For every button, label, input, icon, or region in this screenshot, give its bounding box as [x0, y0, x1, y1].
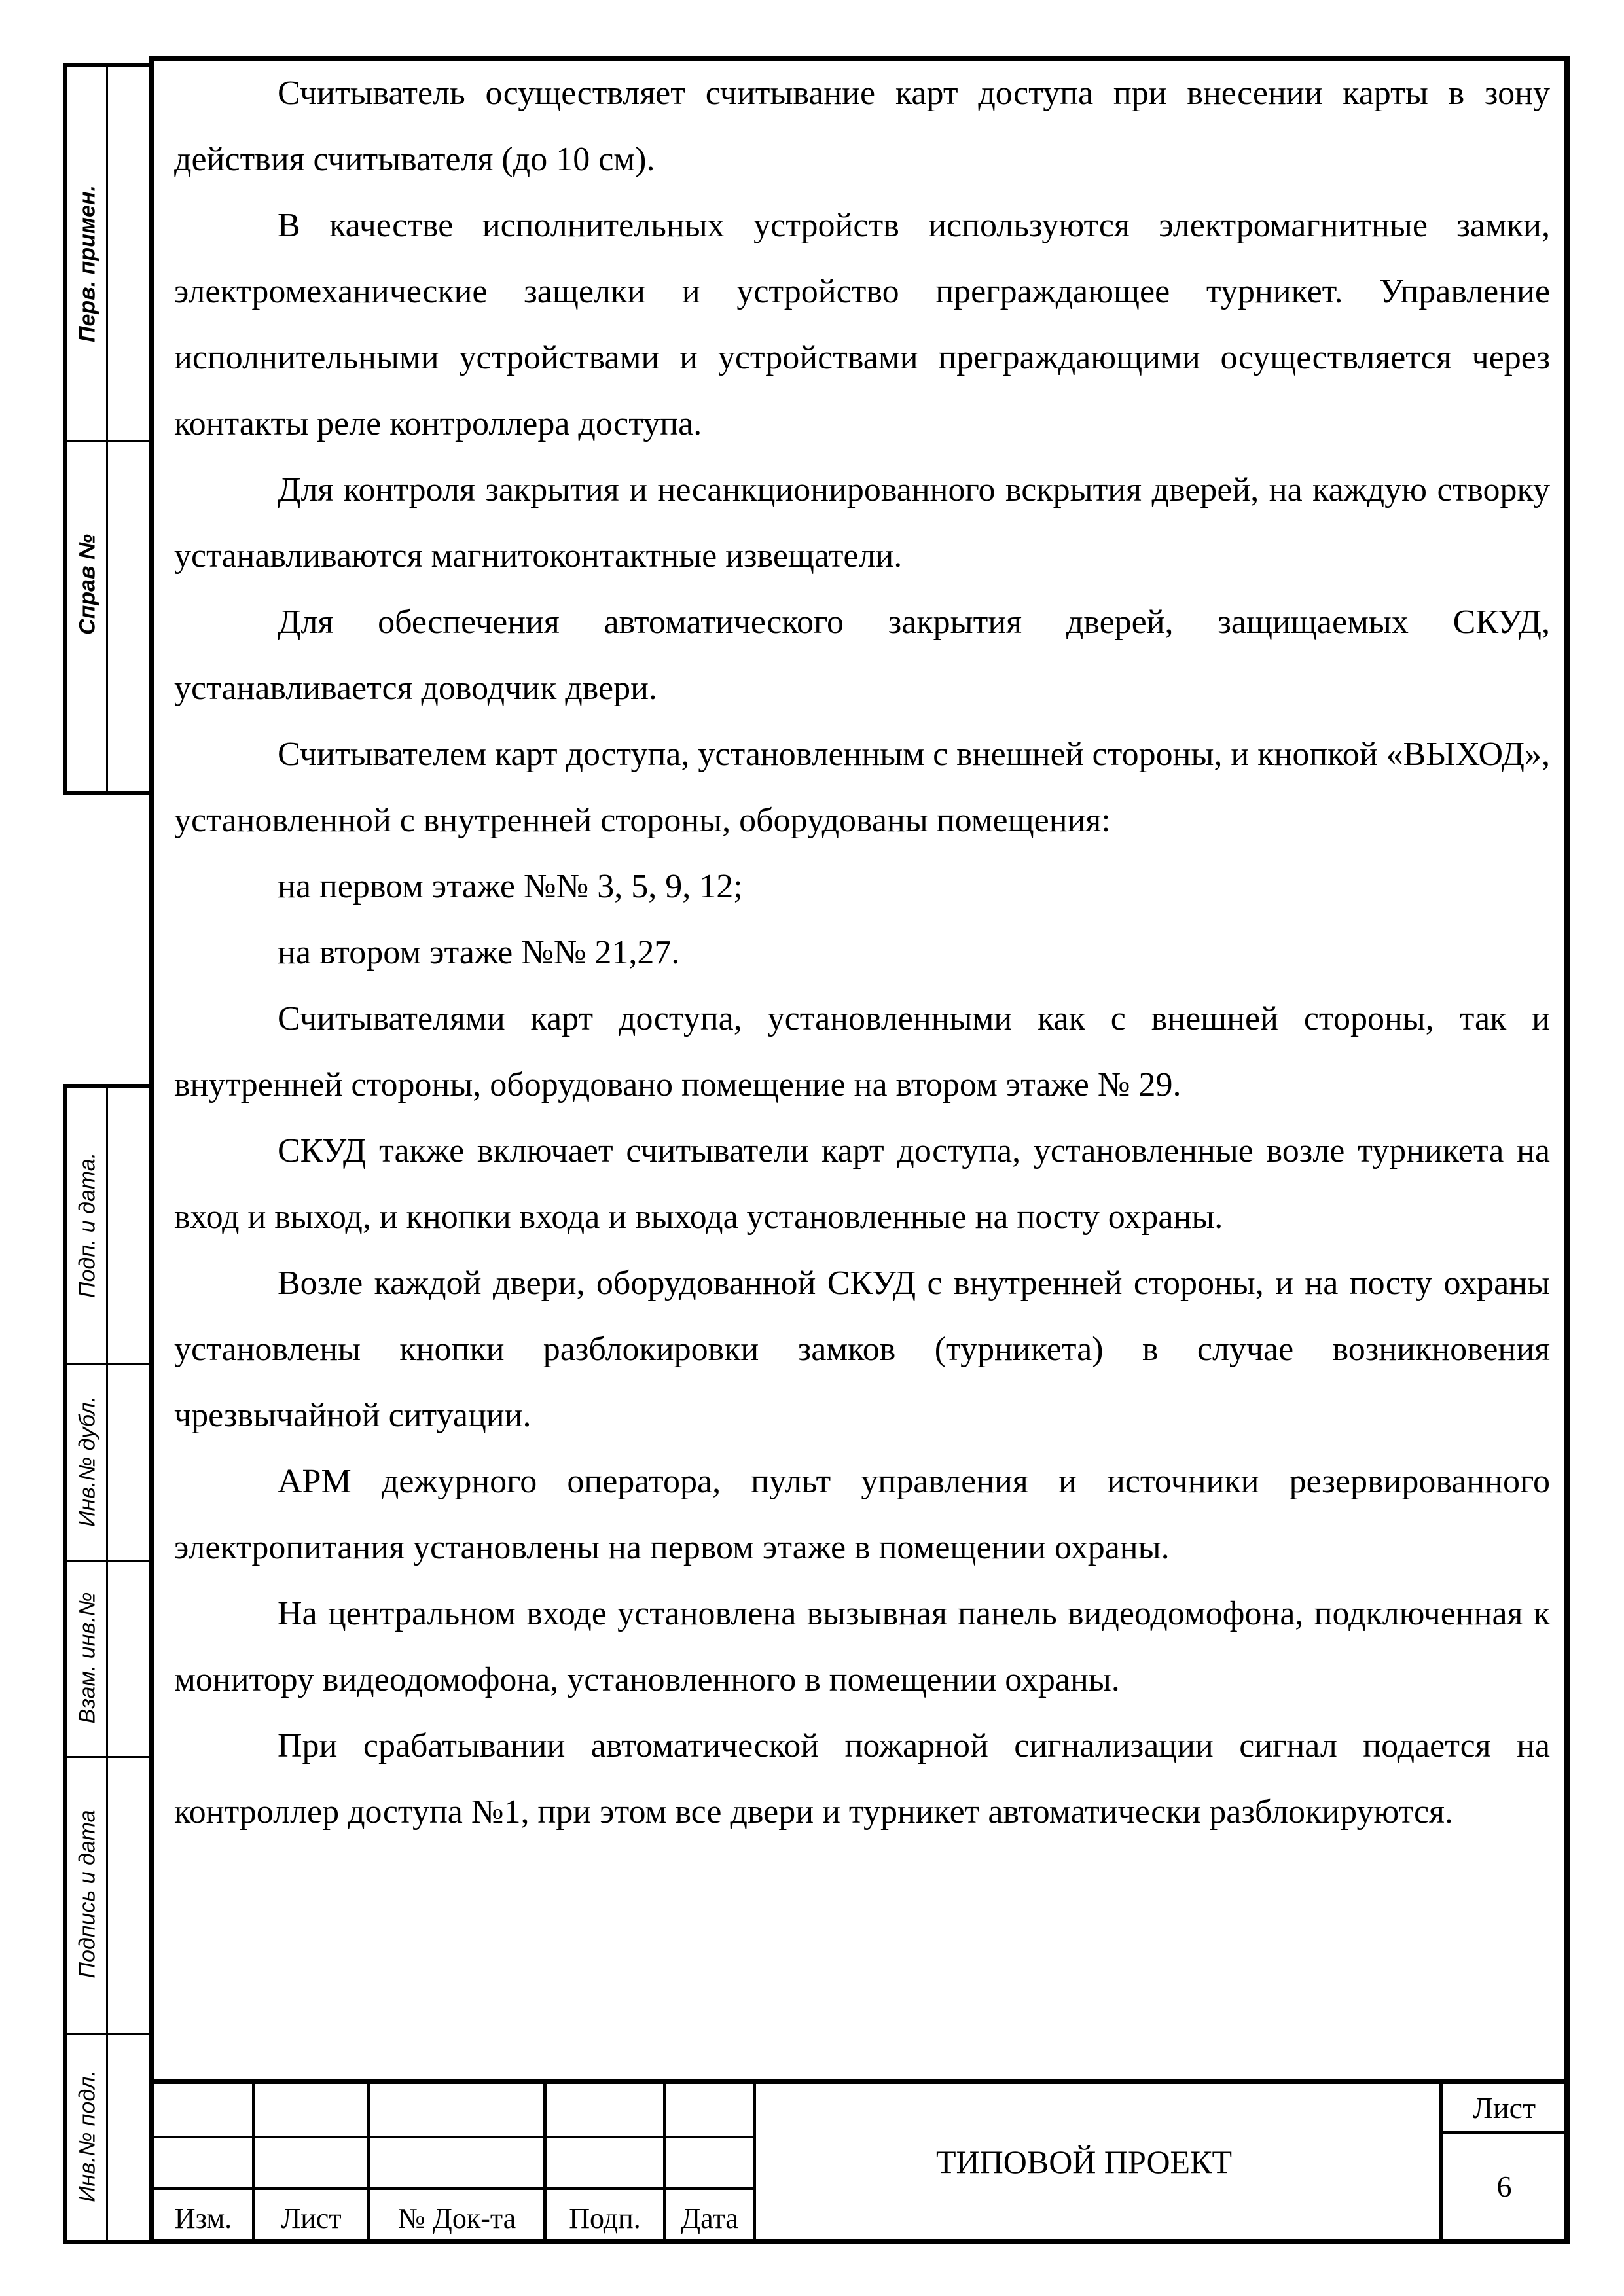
paragraph: Считыватель осуществляет считывание карт доступа при внесении карты в зону действия считывателя (до 10 см).: [174, 75, 1550, 178]
list-item: на втором этаже №№ 21,27.: [278, 934, 680, 971]
list-item: на первом этаже №№ 3, 5, 9, 12;: [278, 868, 743, 905]
title-block: [149, 2079, 1570, 2244]
stamp-row-line: [154, 2187, 753, 2190]
paragraph: Для обеспечения автоматического закрытия дверей, защищаемых СКУД, устанавливается доводчик двери.: [174, 603, 1550, 707]
sheet-number: 6: [1496, 2170, 1512, 2203]
margin-separator: [67, 1756, 149, 1758]
inv-dubl-label: Инв.№ дубл.: [75, 1396, 100, 1527]
podp-i-data-label: Подп. и дата.: [75, 1152, 100, 1299]
margin-separator: [67, 440, 149, 442]
margin-strip-label-column: [67, 67, 108, 791]
vzam-inv-label: Взам. инв.№: [75, 1592, 100, 1724]
paragraph: АРМ дежурного оператора, пульт управления и источники резервированного электропитания установлены на первом этаже в помещении охраны.: [174, 1463, 1550, 1566]
margin-strip-top: [63, 63, 149, 795]
margin-separator: [67, 2033, 149, 2035]
inv-podl-label: Инв.№ подл.: [75, 2070, 100, 2202]
margin-separator: [67, 1363, 149, 1365]
paragraph: В качестве исполнительных устройств используются электромагнитные замки, электромеханические защелки и устройство преграждающее турникет. Управление исполнительными устройствами и устройствами преграждающими осуществляется через контакты реле контроллера доступа.: [174, 207, 1550, 442]
stamp-row-line: [154, 2136, 753, 2138]
podpis-i-data-label: Подпись и дата: [75, 1810, 100, 1979]
stamp-podp-header: Подп.: [569, 2202, 641, 2234]
paragraph: Для контроля закрытия и несанкционированного вскрытия дверей, на каждую створку устанавливаются магнитоконтактные извещатели.: [174, 471, 1550, 575]
sheet-label: Лист: [1472, 2090, 1536, 2125]
stamp-divider: [753, 2084, 756, 2239]
paragraph: СКУД также включает считыватели карт доступа, установленные возле турникета на вход и выход, и кнопки входа и выхода установленные на посту охраны.: [174, 1132, 1550, 1236]
document-title: ТИПОВОЙ ПРОЕКТ: [935, 2143, 1232, 2180]
stamp-list-header: Лист: [281, 2202, 342, 2234]
margin-separator: [67, 1560, 149, 1562]
paragraph: Считывателем карт доступа, установленным с внешней стороны, и кнопкой «ВЫХОД», установленной с внутренней стороны, оборудованы помещения:: [174, 736, 1550, 839]
margin-strip-bottom: [63, 1084, 149, 2244]
paragraph: При срабатывании автоматической пожарной сигнализации сигнал подается на контроллер доступа №1, при этом все двери и турникет автоматически разблокируются.: [174, 1727, 1550, 1831]
paragraph: Возле каждой двери, оборудованной СКУД с внутренней стороны, и на посту охраны установлены кнопки разблокировки замков (турникета) в случае возникновения чрезвычайной ситуации.: [174, 1265, 1550, 1434]
sprav-no-label: Справ №: [75, 534, 100, 635]
stamp-divider: [1439, 2084, 1443, 2239]
perv-primen-label: Перв. примен.: [75, 185, 100, 342]
document-body: [174, 60, 1550, 1845]
paragraph: На центральном входе установлена вызывная панель видеодомофона, подключенная к монитору видеодомофона, установленного в помещении охраны.: [174, 1595, 1550, 1698]
stamp-data-header: Дата: [681, 2202, 738, 2234]
stamp-doc-header: № Док-та: [397, 2202, 516, 2234]
stamp-izm-header: Изм.: [174, 2202, 232, 2234]
paragraph: Считывателями карт доступа, установленными как с внешней стороны, так и внутренней стороны, оборудовано помещение на втором этаже № 29.: [174, 1000, 1550, 1103]
